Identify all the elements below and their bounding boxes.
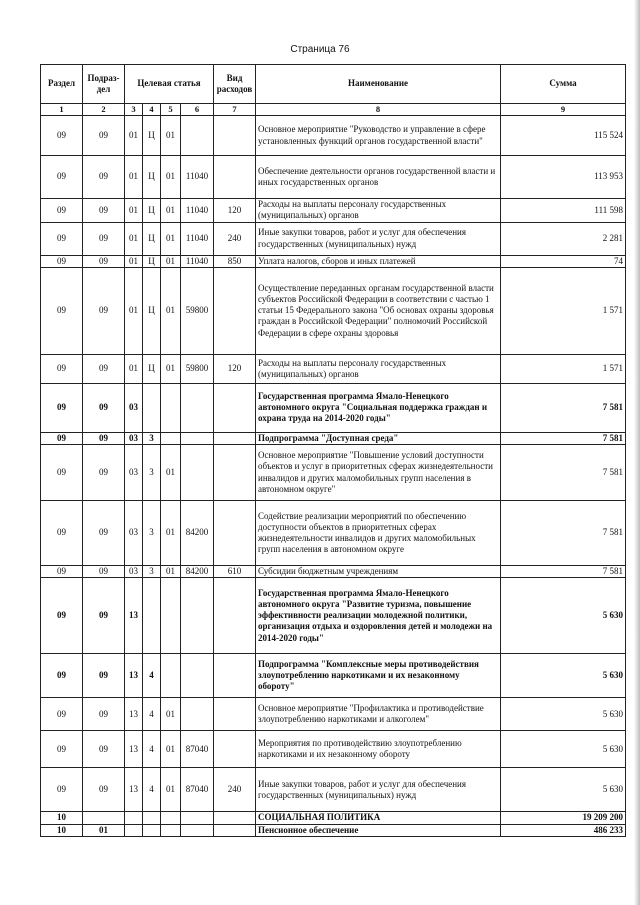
cell-razdel: 10 bbox=[41, 824, 83, 836]
cell-cs-program: 01 bbox=[125, 199, 143, 223]
cell-cs-subprogram: 4 bbox=[143, 768, 161, 812]
cell-summa: 7 581 bbox=[501, 383, 626, 432]
cell-naimenovanie: Обеспечение деятельности органов государственной власти и иных государственных органов bbox=[256, 156, 501, 199]
header-razdel: Раздел bbox=[41, 65, 83, 104]
cell-naimenovanie: Иные закупки товаров, работ и услуг для обеспечения государственных (муниципальных) нужд bbox=[256, 768, 501, 812]
cell-razdel: 09 bbox=[41, 156, 83, 199]
col-number: 2 bbox=[83, 104, 125, 116]
column-number-row bbox=[41, 104, 626, 116]
table-row bbox=[41, 501, 626, 566]
cell-razdel: 09 bbox=[41, 566, 83, 578]
cell-cs-subprogram: Ц bbox=[143, 156, 161, 199]
col-number: 5 bbox=[161, 104, 181, 116]
cell-cs-program: 01 bbox=[125, 267, 143, 354]
header-summa: Сумма bbox=[501, 65, 626, 104]
cell-podrazdel: 09 bbox=[83, 199, 125, 223]
cell-cs-direction bbox=[181, 445, 214, 501]
table-row bbox=[41, 383, 626, 432]
table-row bbox=[41, 768, 626, 812]
cell-podrazdel: 09 bbox=[83, 445, 125, 501]
col-number: 3 bbox=[125, 104, 143, 116]
cell-razdel: 09 bbox=[41, 267, 83, 354]
cell-podrazdel bbox=[83, 812, 125, 824]
cell-vid-raskhodov bbox=[214, 824, 256, 836]
cell-cs-subprogram: 4 bbox=[143, 654, 161, 698]
cell-summa: 5 630 bbox=[501, 768, 626, 812]
table-row bbox=[41, 824, 626, 836]
cell-cs-program bbox=[125, 824, 143, 836]
cell-cs-direction bbox=[181, 698, 214, 731]
cell-podrazdel: 09 bbox=[83, 654, 125, 698]
cell-summa: 5 630 bbox=[501, 698, 626, 731]
cell-cs-direction: 84200 bbox=[181, 501, 214, 566]
cell-podrazdel: 09 bbox=[83, 267, 125, 354]
cell-summa: 5 630 bbox=[501, 654, 626, 698]
cell-cs-direction: 11040 bbox=[181, 222, 214, 255]
cell-cs-subprogram: Ц bbox=[143, 255, 161, 267]
header-naimenovanie: Наименование bbox=[256, 65, 501, 104]
cell-razdel: 09 bbox=[41, 354, 83, 383]
cell-razdel: 09 bbox=[41, 255, 83, 267]
cell-cs-program: 01 bbox=[125, 116, 143, 156]
budget-table bbox=[40, 64, 626, 837]
col-number: 9 bbox=[501, 104, 626, 116]
cell-summa: 486 233 bbox=[501, 824, 626, 836]
cell-vid-raskhodov: 120 bbox=[214, 199, 256, 223]
cell-cs-direction: 59800 bbox=[181, 354, 214, 383]
cell-razdel: 09 bbox=[41, 698, 83, 731]
cell-cs-subprogram bbox=[143, 824, 161, 836]
cell-vid-raskhodov bbox=[214, 698, 256, 731]
cell-cs-direction bbox=[181, 812, 214, 824]
cell-cs-program: 13 bbox=[125, 768, 143, 812]
cell-cs-program: 03 bbox=[125, 501, 143, 566]
cell-vid-raskhodov bbox=[214, 445, 256, 501]
cell-cs-program: 01 bbox=[125, 354, 143, 383]
cell-cs-event: 01 bbox=[161, 445, 181, 501]
cell-cs-program: 01 bbox=[125, 222, 143, 255]
cell-podrazdel: 09 bbox=[83, 255, 125, 267]
cell-podrazdel: 09 bbox=[83, 116, 125, 156]
cell-razdel: 09 bbox=[41, 116, 83, 156]
table-row bbox=[41, 222, 626, 255]
budget-table-body bbox=[41, 116, 626, 837]
cell-cs-event: 01 bbox=[161, 566, 181, 578]
cell-summa: 7 581 bbox=[501, 445, 626, 501]
cell-podrazdel: 09 bbox=[83, 731, 125, 768]
cell-naimenovanie: Государственная программа Ямало-Ненецкого автономного округа "Социальная поддержка граждан и охрана труда на 2014-2020 годы" bbox=[256, 383, 501, 432]
cell-naimenovanie: Расходы на выплаты персоналу государственных (муниципальных) органов bbox=[256, 199, 501, 223]
col-number: 4 bbox=[143, 104, 161, 116]
cell-cs-event: 01 bbox=[161, 199, 181, 223]
cell-summa: 1 571 bbox=[501, 267, 626, 354]
table-row bbox=[41, 445, 626, 501]
table-row bbox=[41, 199, 626, 223]
cell-cs-event: 01 bbox=[161, 354, 181, 383]
cell-cs-subprogram bbox=[143, 383, 161, 432]
cell-cs-event bbox=[161, 824, 181, 836]
cell-naimenovanie: Иные закупки товаров, работ и услуг для обеспечения государственных (муниципальных) нужд bbox=[256, 222, 501, 255]
cell-cs-program: 13 bbox=[125, 731, 143, 768]
cell-vid-raskhodov bbox=[214, 432, 256, 444]
cell-naimenovanie: Основное мероприятие "Руководство и управление в сфере установленных функций органов государственной власти" bbox=[256, 116, 501, 156]
cell-naimenovanie: Уплата налогов, сборов и иных платежей bbox=[256, 255, 501, 267]
table-row bbox=[41, 731, 626, 768]
cell-cs-subprogram: Ц bbox=[143, 199, 161, 223]
table-row bbox=[41, 116, 626, 156]
cell-summa: 5 630 bbox=[501, 578, 626, 654]
cell-naimenovanie: Мероприятия по противодействию злоупотреблению наркотиками и их незаконному обороту bbox=[256, 731, 501, 768]
cell-naimenovanie: Подпрограмма "Доступная среда" bbox=[256, 432, 501, 444]
cell-cs-subprogram bbox=[143, 578, 161, 654]
cell-naimenovanie: СОЦИАЛЬНАЯ ПОЛИТИКА bbox=[256, 812, 501, 824]
cell-razdel: 10 bbox=[41, 812, 83, 824]
table-row bbox=[41, 432, 626, 444]
cell-cs-direction bbox=[181, 116, 214, 156]
cell-podrazdel: 09 bbox=[83, 566, 125, 578]
cell-podrazdel: 09 bbox=[83, 432, 125, 444]
cell-cs-event: 01 bbox=[161, 222, 181, 255]
cell-cs-program: 13 bbox=[125, 698, 143, 731]
cell-vid-raskhodov: 610 bbox=[214, 566, 256, 578]
cell-cs-subprogram: Ц bbox=[143, 267, 161, 354]
cell-summa: 7 581 bbox=[501, 501, 626, 566]
cell-cs-subprogram: 3 bbox=[143, 432, 161, 444]
cell-cs-subprogram: 3 bbox=[143, 566, 161, 578]
cell-podrazdel: 09 bbox=[83, 383, 125, 432]
col-number: 7 bbox=[214, 104, 256, 116]
cell-cs-event: 01 bbox=[161, 255, 181, 267]
cell-naimenovanie: Подпрограмма "Комплексные меры противодействия злоупотреблению наркотиками и их незаконному обороту" bbox=[256, 654, 501, 698]
cell-cs-subprogram: Ц bbox=[143, 222, 161, 255]
cell-vid-raskhodov: 120 bbox=[214, 354, 256, 383]
cell-podrazdel: 01 bbox=[83, 824, 125, 836]
cell-podrazdel: 09 bbox=[83, 222, 125, 255]
cell-cs-subprogram: 4 bbox=[143, 731, 161, 768]
cell-summa: 5 630 bbox=[501, 731, 626, 768]
cell-summa: 1 571 bbox=[501, 354, 626, 383]
cell-cs-direction: 11040 bbox=[181, 156, 214, 199]
cell-summa: 115 524 bbox=[501, 116, 626, 156]
table-header-row bbox=[41, 65, 626, 104]
cell-cs-direction: 87040 bbox=[181, 731, 214, 768]
cell-cs-program: 01 bbox=[125, 255, 143, 267]
cell-cs-event: 01 bbox=[161, 731, 181, 768]
cell-naimenovanie: Основное мероприятие "Профилактика и противодействие злоупотреблению наркотиками и алкоголем" bbox=[256, 698, 501, 731]
header-vid-raskhodov: Вид расходов bbox=[214, 65, 256, 104]
cell-cs-direction: 11040 bbox=[181, 255, 214, 267]
table-row bbox=[41, 578, 626, 654]
col-number: 6 bbox=[181, 104, 214, 116]
cell-summa: 2 281 bbox=[501, 222, 626, 255]
cell-cs-direction bbox=[181, 432, 214, 444]
cell-vid-raskhodov bbox=[214, 812, 256, 824]
cell-razdel: 09 bbox=[41, 445, 83, 501]
cell-cs-program: 03 bbox=[125, 383, 143, 432]
cell-cs-direction bbox=[181, 824, 214, 836]
cell-vid-raskhodov bbox=[214, 654, 256, 698]
header-celevaya-statya: Целевая статья bbox=[125, 65, 214, 104]
cell-vid-raskhodov bbox=[214, 501, 256, 566]
cell-vid-raskhodov: 240 bbox=[214, 222, 256, 255]
cell-cs-program: 03 bbox=[125, 432, 143, 444]
cell-cs-direction bbox=[181, 578, 214, 654]
cell-cs-program bbox=[125, 812, 143, 824]
cell-cs-subprogram: Ц bbox=[143, 116, 161, 156]
col-number: 8 bbox=[256, 104, 501, 116]
cell-vid-raskhodov bbox=[214, 156, 256, 199]
cell-naimenovanie: Пенсионное обеспечение bbox=[256, 824, 501, 836]
table-row bbox=[41, 156, 626, 199]
cell-cs-program: 13 bbox=[125, 654, 143, 698]
cell-cs-program: 01 bbox=[125, 156, 143, 199]
cell-cs-subprogram: 3 bbox=[143, 501, 161, 566]
cell-cs-subprogram: 3 bbox=[143, 445, 161, 501]
cell-vid-raskhodov bbox=[214, 116, 256, 156]
cell-razdel: 09 bbox=[41, 578, 83, 654]
cell-vid-raskhodov bbox=[214, 731, 256, 768]
cell-vid-raskhodov bbox=[214, 267, 256, 354]
cell-razdel: 09 bbox=[41, 199, 83, 223]
cell-naimenovanie: Основное мероприятие "Повышение условий доступности объектов и услуг в приоритетных сферах жизнедеятельности инвалидов и других маломобильных групп населения в автономном округе" bbox=[256, 445, 501, 501]
cell-summa: 74 bbox=[501, 255, 626, 267]
cell-cs-program: 13 bbox=[125, 578, 143, 654]
cell-razdel: 09 bbox=[41, 768, 83, 812]
col-number: 1 bbox=[41, 104, 83, 116]
cell-cs-event: 01 bbox=[161, 768, 181, 812]
cell-razdel: 09 bbox=[41, 222, 83, 255]
table-row bbox=[41, 566, 626, 578]
cell-naimenovanie: Субсидии бюджетным учреждениям bbox=[256, 566, 501, 578]
cell-razdel: 09 bbox=[41, 432, 83, 444]
cell-vid-raskhodov bbox=[214, 578, 256, 654]
table-row bbox=[41, 812, 626, 824]
cell-cs-direction: 11040 bbox=[181, 199, 214, 223]
cell-vid-raskhodov: 850 bbox=[214, 255, 256, 267]
cell-razdel: 09 bbox=[41, 654, 83, 698]
cell-cs-program: 03 bbox=[125, 566, 143, 578]
cell-cs-event: 01 bbox=[161, 501, 181, 566]
cell-razdel: 09 bbox=[41, 731, 83, 768]
table-row bbox=[41, 267, 626, 354]
cell-cs-direction: 87040 bbox=[181, 768, 214, 812]
cell-podrazdel: 09 bbox=[83, 578, 125, 654]
cell-cs-subprogram: Ц bbox=[143, 354, 161, 383]
cell-podrazdel: 09 bbox=[83, 768, 125, 812]
cell-vid-raskhodov bbox=[214, 383, 256, 432]
table-row bbox=[41, 654, 626, 698]
cell-cs-event: 01 bbox=[161, 698, 181, 731]
cell-cs-event bbox=[161, 383, 181, 432]
cell-cs-direction: 59800 bbox=[181, 267, 214, 354]
cell-naimenovanie: Осуществление переданных органам государственной власти субъектов Российской Федерации в соответствии с частью 1 статьи 15 Федерального закона "Об основах охраны здоровья граждан в Российской Федерации" полномочий Российской Федерации в сфере охраны здоровья bbox=[256, 267, 501, 354]
table-row bbox=[41, 255, 626, 267]
cell-cs-program: 03 bbox=[125, 445, 143, 501]
cell-cs-event bbox=[161, 654, 181, 698]
cell-cs-subprogram bbox=[143, 812, 161, 824]
cell-cs-event bbox=[161, 812, 181, 824]
cell-podrazdel: 09 bbox=[83, 354, 125, 383]
cell-naimenovanie: Государственная программа Ямало-Ненецкого автономного округа "Развитие туризма, повышение эффективности реализации молодежной политики, организация отдыха и оздоровления детей и молодежи на 2014-2020 годы" bbox=[256, 578, 501, 654]
cell-naimenovanie: Расходы на выплаты персоналу государственных (муниципальных) органов bbox=[256, 354, 501, 383]
cell-summa: 7 581 bbox=[501, 432, 626, 444]
cell-cs-event bbox=[161, 432, 181, 444]
cell-summa: 111 598 bbox=[501, 199, 626, 223]
cell-podrazdel: 09 bbox=[83, 156, 125, 199]
cell-cs-event bbox=[161, 578, 181, 654]
cell-podrazdel: 09 bbox=[83, 698, 125, 731]
cell-cs-direction bbox=[181, 383, 214, 432]
page-number-label: Страница 76 bbox=[290, 44, 350, 55]
cell-cs-event: 01 bbox=[161, 156, 181, 199]
cell-summa: 113 953 bbox=[501, 156, 626, 199]
cell-razdel: 09 bbox=[41, 501, 83, 566]
cell-summa: 19 209 200 bbox=[501, 812, 626, 824]
table-row bbox=[41, 698, 626, 731]
header-podrazdel: Подраз- дел bbox=[83, 65, 125, 104]
cell-vid-raskhodov: 240 bbox=[214, 768, 256, 812]
cell-razdel: 09 bbox=[41, 383, 83, 432]
cell-cs-direction bbox=[181, 654, 214, 698]
table-row bbox=[41, 354, 626, 383]
scan-edge-shadow bbox=[634, 0, 640, 905]
cell-cs-subprogram: 4 bbox=[143, 698, 161, 731]
cell-summa: 7 581 bbox=[501, 566, 626, 578]
cell-cs-event: 01 bbox=[161, 116, 181, 156]
cell-podrazdel: 09 bbox=[83, 501, 125, 566]
cell-cs-direction: 84200 bbox=[181, 566, 214, 578]
cell-cs-event: 01 bbox=[161, 267, 181, 354]
cell-naimenovanie: Содействие реализации мероприятий по обеспечению доступности объектов в приоритетных сферах жизнедеятельности инвалидов и других маломобильных групп населения в автономном округе bbox=[256, 501, 501, 566]
